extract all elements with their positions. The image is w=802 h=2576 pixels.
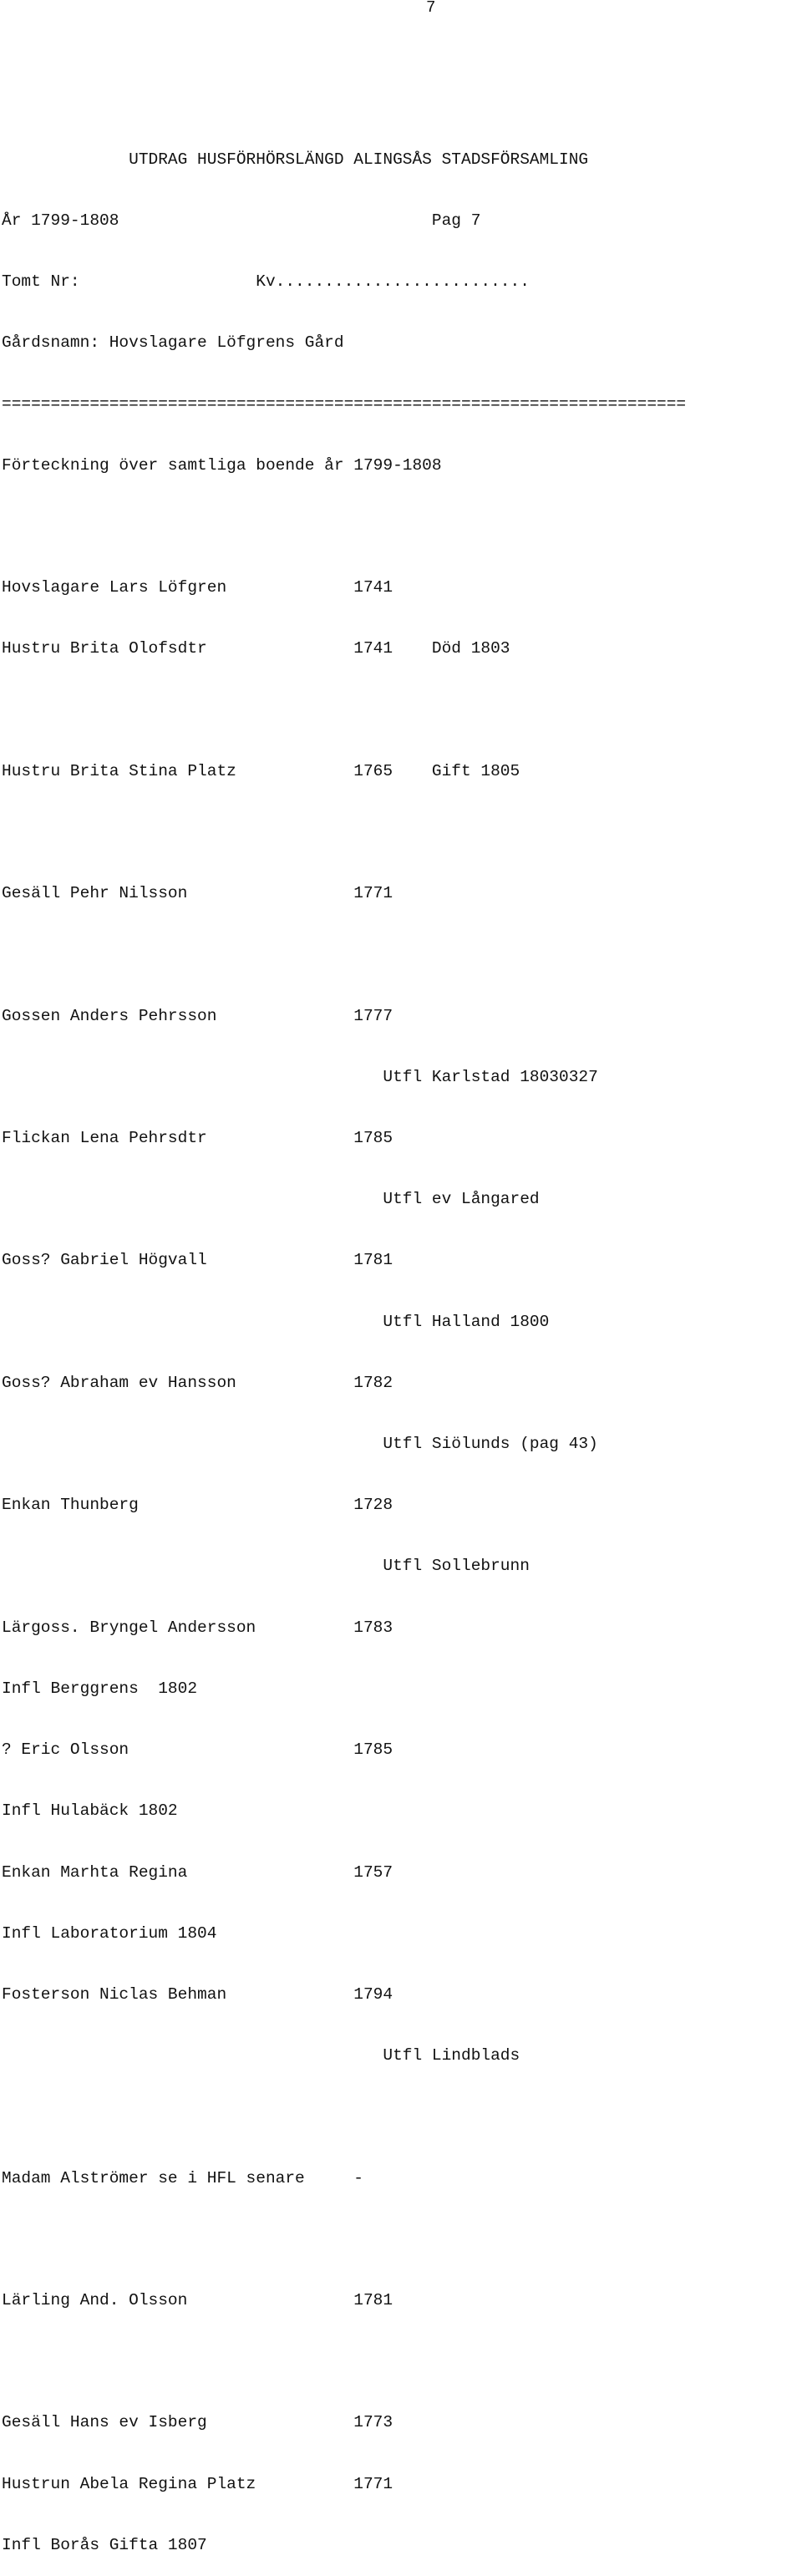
- note-line: Infl Borås Gifta 1807: [2, 2535, 207, 2554]
- resident-line: Fosterson Niclas Behman 1794: [2, 1984, 393, 2004]
- resident-line: Lärgoss. Bryngel Andersson 1783: [2, 1618, 393, 1637]
- resident-line: Gesäll Pehr Nilsson 1771: [2, 884, 393, 903]
- resident-line: Hovslagare Lars Löfgren 1741: [2, 578, 393, 597]
- blank-line: [2, 944, 802, 964]
- note-line: Utfl Sollebrunn: [2, 1557, 530, 1576]
- blank-line: [2, 2106, 802, 2126]
- farm-name-line: Gårdsnamn: Hovslagare Löfgrens Gård: [2, 333, 344, 353]
- resident-line: Goss? Gabriel Högvall 1781: [2, 1251, 393, 1270]
- note-line: Infl Hulabäck 1802: [2, 1801, 178, 1821]
- note-line: Infl Berggrens 1802: [2, 1679, 198, 1698]
- blank-line: [2, 822, 802, 842]
- plot-number-line: Tomt Nr: Kv..........................: [2, 272, 530, 292]
- resident-line: Goss? Abraham ev Hansson 1782: [2, 1373, 393, 1392]
- document-title: UTDRAG HUSFÖRHÖRSLÄNGD ALINGSÅS STADSFÖRSAMLING: [2, 150, 589, 169]
- note-line: Utfl Karlstad 18030327: [2, 1067, 598, 1086]
- resident-line: Madam Alströmer se i HFL senare -: [2, 2168, 363, 2187]
- resident-line: Enkan Marhta Regina 1757: [2, 1862, 393, 1882]
- resident-line: ? Eric Olsson 1785: [2, 1740, 393, 1760]
- page-number: 7: [426, 0, 436, 17]
- resident-line: Hustru Brita Stina Platz 1765 Gift 1805: [2, 761, 520, 780]
- document-body: [2, 109, 802, 2576]
- register-heading: Förteckning över samtliga boende år 1799-1808: [2, 455, 442, 475]
- resident-line: Flickan Lena Pehrsdtr 1785: [2, 1129, 393, 1148]
- resident-line: Gesäll Hans ev Isberg 1773: [2, 2413, 393, 2432]
- note-line: Utfl Siölunds (pag 43): [2, 1435, 598, 1454]
- blank-line: [2, 2229, 802, 2249]
- note-line: Infl Laboratorium 1804: [2, 1923, 217, 1943]
- resident-line: Enkan Thunberg 1728: [2, 1496, 393, 1515]
- blank-line: [2, 700, 802, 720]
- resident-line: Hustrun Abela Regina Platz 1771: [2, 2474, 393, 2493]
- resident-line: Gossen Anders Pehrsson 1777: [2, 1006, 393, 1025]
- resident-line: Hustru Brita Olofsdtr 1741 Död 1803: [2, 639, 510, 658]
- blank-line: [2, 2351, 802, 2371]
- blank-line: [2, 516, 802, 536]
- note-line: Utfl Halland 1800: [2, 1312, 550, 1331]
- note-line: Utfl ev Långared: [2, 1190, 540, 1209]
- resident-line: Lärling And. Olsson 1781: [2, 2290, 393, 2309]
- year-page-line: År 1799-1808 Pag 7: [2, 211, 481, 231]
- divider-line: ======================================================================: [2, 394, 687, 414]
- note-line: Utfl Lindblads: [2, 2046, 520, 2065]
